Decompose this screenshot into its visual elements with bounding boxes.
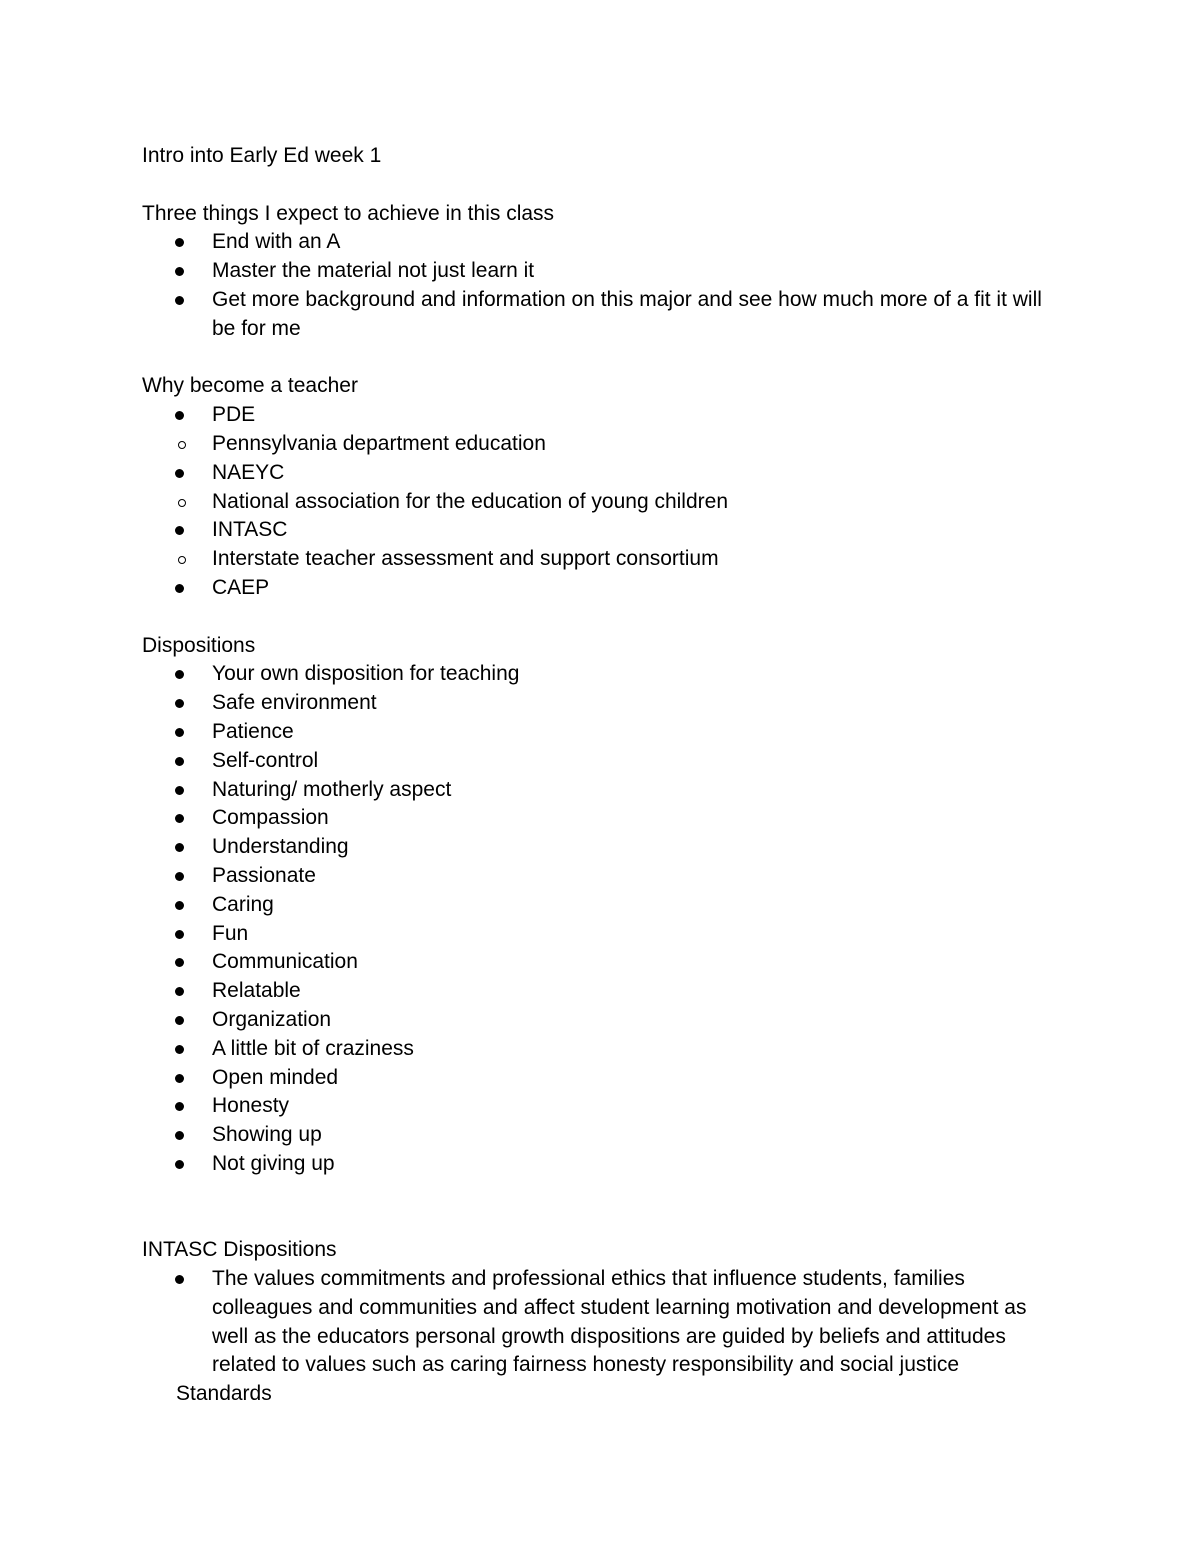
list-item: CAEP — [142, 574, 1062, 603]
list-item: Communication — [142, 948, 1062, 977]
list-item: The values commitments and professional ethics that influence students, families colleagues and communities and affect student learning motivation and development as well as the educators personal growth dispositions are guided by beliefs and attitudes related to values such as caring fairness honesty responsibility and social justice — [142, 1265, 1062, 1380]
bullet-icon — [175, 1045, 184, 1054]
spacer — [142, 1179, 1062, 1237]
intasc-dispositions-list — [142, 1265, 1062, 1380]
why-teacher-heading: Why become a teacher — [142, 374, 358, 398]
list-item: A little bit of craziness — [142, 1035, 1062, 1064]
list-item: Naturing/ motherly aspect — [142, 776, 1062, 805]
bullet-icon — [175, 1131, 184, 1140]
expectations-list — [142, 228, 1062, 343]
bullet-icon — [175, 1074, 184, 1083]
bullet-icon — [175, 814, 184, 823]
bullet-icon — [175, 267, 184, 276]
list-item: Patience — [142, 718, 1062, 747]
document-title: Intro into Early Ed week 1 — [142, 144, 382, 167]
spacer — [142, 344, 1062, 373]
dispositions-list — [142, 660, 1062, 1178]
sublist — [142, 430, 1062, 459]
sublist-container — [142, 545, 1062, 574]
bullet-icon — [175, 1102, 184, 1111]
sublist — [142, 545, 1062, 574]
bullet-icon — [175, 872, 184, 881]
list-item: Caring — [142, 891, 1062, 920]
bullet-icon — [175, 296, 184, 305]
sublist-item: Interstate teacher assessment and support consortium — [142, 545, 1062, 574]
sublist-item: National association for the education of young children — [142, 488, 1062, 517]
bullet-icon — [175, 1160, 184, 1169]
bullet-icon — [175, 987, 184, 996]
standards-label: Standards — [176, 1382, 272, 1406]
dispositions-heading: Dispositions — [142, 633, 256, 657]
bullet-icon — [175, 526, 184, 535]
list-item: Passionate — [142, 862, 1062, 891]
list-item: Your own disposition for teaching — [142, 660, 1062, 689]
list-item: Showing up — [142, 1121, 1062, 1150]
spacer — [142, 171, 1062, 200]
list-item: Organization — [142, 1006, 1062, 1035]
list-item: INTASC — [142, 516, 1062, 545]
why-teacher-list — [142, 401, 1062, 603]
list-item: Understanding — [142, 833, 1062, 862]
bullet-icon — [175, 238, 184, 247]
bullet-icon — [175, 670, 184, 679]
list-item: Master the material not just learn it — [142, 257, 1062, 286]
list-item: Get more background and information on this major and see how much more of a fit it will be for me — [142, 286, 1062, 344]
sublist-container — [142, 430, 1062, 459]
list-item: End with an A — [142, 228, 1062, 257]
bullet-icon — [175, 469, 184, 478]
sublist-container — [142, 488, 1062, 517]
bullet-icon — [175, 958, 184, 967]
bullet-icon — [175, 728, 184, 737]
document-body — [142, 142, 1062, 1409]
bullet-icon — [175, 930, 184, 939]
bullet-icon — [175, 699, 184, 708]
list-item: Self-control — [142, 747, 1062, 776]
list-item: Relatable — [142, 977, 1062, 1006]
spacer — [142, 603, 1062, 632]
bullet-icon — [175, 757, 184, 766]
bullet-icon — [175, 411, 184, 420]
bullet-icon — [175, 843, 184, 852]
expectations-heading: Three things I expect to achieve in this class — [142, 201, 555, 225]
bullet-icon — [175, 584, 184, 593]
hollow-bullet-icon — [178, 499, 186, 507]
bullet-icon — [175, 901, 184, 910]
sublist — [142, 488, 1062, 517]
list-item: Safe environment — [142, 689, 1062, 718]
list-item: Open minded — [142, 1064, 1062, 1093]
bullet-icon — [175, 1275, 184, 1284]
sublist-item: Pennsylvania department education — [142, 430, 1062, 459]
list-item: NAEYC — [142, 459, 1062, 488]
list-item: Fun — [142, 920, 1062, 949]
list-item: Not giving up — [142, 1150, 1062, 1179]
list-item: Honesty — [142, 1092, 1062, 1121]
list-item: Compassion — [142, 804, 1062, 833]
bullet-icon — [175, 786, 184, 795]
list-item: PDE — [142, 401, 1062, 430]
intasc-dispositions-heading: INTASC Dispositions — [142, 1238, 337, 1262]
hollow-bullet-icon — [178, 556, 186, 564]
bullet-icon — [175, 1016, 184, 1025]
hollow-bullet-icon — [178, 441, 186, 449]
